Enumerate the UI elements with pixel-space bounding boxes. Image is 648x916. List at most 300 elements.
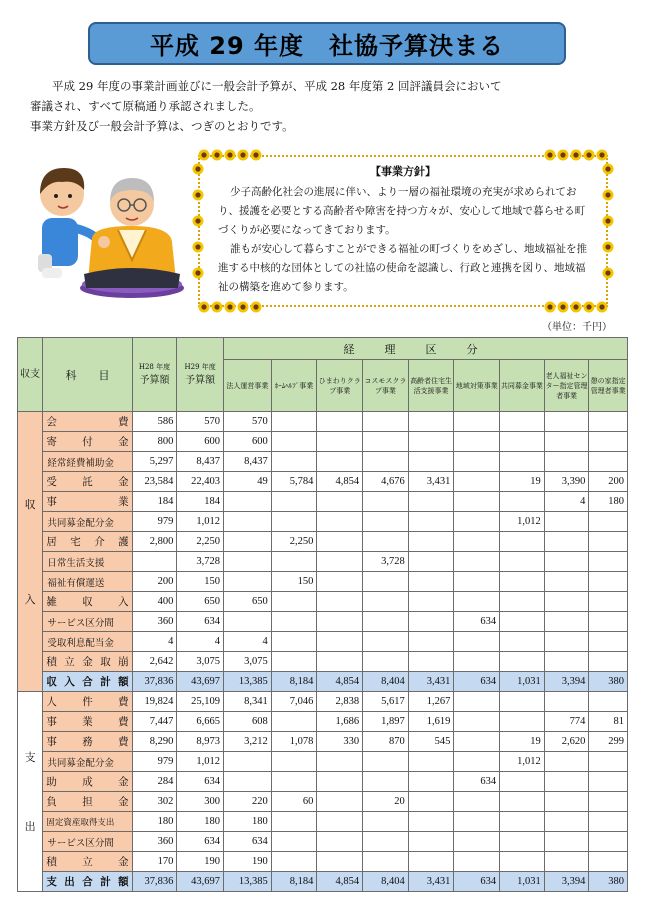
category-value: 3,394 xyxy=(544,872,589,892)
policy-box xyxy=(192,147,614,315)
category-value xyxy=(500,652,545,672)
column-header-5: 高齢者住宅生活支援事業 xyxy=(408,360,454,412)
category-value: 380 xyxy=(589,872,628,892)
category-value xyxy=(271,752,317,772)
category-value: 49 xyxy=(224,472,272,492)
sunflower-icon xyxy=(583,301,595,313)
h28-value: 979 xyxy=(132,512,177,532)
row-label: 共同募金配分金 xyxy=(43,512,132,532)
category-value xyxy=(589,552,628,572)
row-label: 経常経費補助金 xyxy=(43,452,132,472)
category-value xyxy=(589,652,628,672)
h28-value: 586 xyxy=(132,412,177,432)
category-value: 5,784 xyxy=(271,472,317,492)
h28-value: 37,836 xyxy=(132,672,177,692)
budget-table xyxy=(17,337,628,892)
h29-value: 300 xyxy=(177,792,224,812)
category-value xyxy=(363,752,409,772)
h29-value: 190 xyxy=(177,852,224,872)
category-value: 3,394 xyxy=(544,672,589,692)
category-value xyxy=(454,812,500,832)
category-value: 7,046 xyxy=(271,692,317,712)
table-row xyxy=(18,492,628,512)
category-value xyxy=(408,612,454,632)
h28-value: 7,447 xyxy=(132,712,177,732)
category-value: 3,390 xyxy=(544,472,589,492)
category-value: 3,431 xyxy=(408,672,454,692)
h29-value: 1,012 xyxy=(177,512,224,532)
category-value xyxy=(454,492,500,512)
column-header-2: ﾎｰﾑﾍﾙﾌﾟ事業 xyxy=(271,360,317,412)
h29-value: 8,973 xyxy=(177,732,224,752)
category-value: 634 xyxy=(454,872,500,892)
h29-value: 1,012 xyxy=(177,752,224,772)
category-value xyxy=(454,652,500,672)
category-value xyxy=(408,812,454,832)
category-value xyxy=(544,652,589,672)
category-value xyxy=(500,832,545,852)
category-value: 19 xyxy=(500,732,545,752)
sunflower-icon xyxy=(250,301,262,313)
category-value xyxy=(589,532,628,552)
category-value: 1,897 xyxy=(363,712,409,732)
h29-value: 180 xyxy=(177,812,224,832)
h28-value: 400 xyxy=(132,592,177,612)
category-value: 380 xyxy=(589,672,628,692)
row-label: サービス区分間 xyxy=(43,832,132,852)
category-value: 60 xyxy=(271,792,317,812)
h29-value: 634 xyxy=(177,832,224,852)
category-value xyxy=(317,512,363,532)
category-value: 8,184 xyxy=(271,872,317,892)
h28-value xyxy=(132,552,177,572)
category-value xyxy=(500,532,545,552)
category-value: 570 xyxy=(224,412,272,432)
category-value: 650 xyxy=(224,592,272,612)
category-value xyxy=(454,692,500,712)
category-value xyxy=(271,712,317,732)
unit-label: （単位：千円） xyxy=(542,322,612,333)
table-row xyxy=(18,632,628,652)
category-value: 608 xyxy=(224,712,272,732)
category-value xyxy=(500,712,545,732)
category-value: 3,212 xyxy=(224,732,272,752)
sunflower-icon xyxy=(602,267,614,279)
table-row xyxy=(18,652,628,672)
page-title: 平成 29 年度 社協予算決まる xyxy=(149,32,505,60)
sunflower-icon xyxy=(544,301,556,313)
income-total-row xyxy=(18,672,628,692)
category-value xyxy=(271,772,317,792)
column-header-3: ひまわりクラブ事業 xyxy=(317,360,363,412)
category-value: 2,620 xyxy=(544,732,589,752)
category-value xyxy=(271,612,317,632)
h28-value: 284 xyxy=(132,772,177,792)
category-value xyxy=(271,812,317,832)
category-value: 13,385 xyxy=(224,872,272,892)
category-value xyxy=(271,592,317,612)
category-value: 5,617 xyxy=(363,692,409,712)
category-value: 4,854 xyxy=(317,472,363,492)
category-value xyxy=(271,852,317,872)
category-value xyxy=(408,592,454,612)
category-value: 8,341 xyxy=(224,692,272,712)
policy-paragraph-1: 少子高齢化社会の進展に伴い、より一層の福祉環境の充実が求められており、援護を必要とする高齢者や障害を持つ方々が、安心して地域で暮らせる町づくりが必要になってきております。 xyxy=(218,186,586,236)
category-value xyxy=(317,552,363,572)
sunflower-icon xyxy=(602,163,614,175)
h28-value: 19,824 xyxy=(132,692,177,712)
category-value xyxy=(271,432,317,452)
category-value xyxy=(500,612,545,632)
row-label: 寄付金 xyxy=(43,432,132,452)
category-value xyxy=(271,452,317,472)
row-label: 会 費 xyxy=(43,412,132,432)
sunflower-icon xyxy=(224,301,236,313)
h28-value: 184 xyxy=(132,492,177,512)
column-header-6: 地域対策事業 xyxy=(454,360,500,412)
h28-value: 170 xyxy=(132,852,177,872)
row-label: 助成金 xyxy=(43,772,132,792)
category-value: 8,404 xyxy=(363,672,409,692)
category-value xyxy=(589,692,628,712)
h28-value: 302 xyxy=(132,792,177,812)
sunflower-icon xyxy=(192,241,204,253)
category-value: 1,619 xyxy=(408,712,454,732)
sunflower-icon xyxy=(596,149,608,161)
policy-body xyxy=(218,183,592,297)
category-value xyxy=(544,612,589,632)
category-value: 634 xyxy=(454,612,500,632)
sunflower-icon xyxy=(602,215,614,227)
category-value xyxy=(363,452,409,472)
category-value xyxy=(317,572,363,592)
category-value xyxy=(500,692,545,712)
category-value xyxy=(408,412,454,432)
table-row xyxy=(18,812,628,832)
intro-line-3: 事業方針及び一般会計予算は、つぎのとおりです。 xyxy=(30,119,294,133)
category-value xyxy=(544,552,589,572)
row-label: 居宅介護 xyxy=(43,532,132,552)
h28-value: 200 xyxy=(132,572,177,592)
category-value xyxy=(408,652,454,672)
category-value xyxy=(271,632,317,652)
h29-value: 184 xyxy=(177,492,224,512)
category-value xyxy=(363,632,409,652)
category-value xyxy=(271,492,317,512)
category-value xyxy=(317,532,363,552)
h29-value: 3,075 xyxy=(177,652,224,672)
table-row xyxy=(18,512,628,532)
row-label: 事業費 xyxy=(43,712,132,732)
category-value xyxy=(454,532,500,552)
row-label: 事 業 xyxy=(43,492,132,512)
category-value: 8,437 xyxy=(224,452,272,472)
h28-value: 360 xyxy=(132,832,177,852)
row-label: 日常生活支援 xyxy=(43,552,132,572)
category-value xyxy=(224,492,272,512)
category-value xyxy=(317,452,363,472)
category-value xyxy=(500,772,545,792)
category-value xyxy=(271,412,317,432)
category-value xyxy=(224,612,272,632)
category-value xyxy=(544,692,589,712)
column-header-7: 共同募金事業 xyxy=(500,360,545,412)
h29-value: 22,403 xyxy=(177,472,224,492)
sunflower-icon xyxy=(602,241,614,253)
column-header-1: 法人運営事業 xyxy=(224,360,272,412)
table-row xyxy=(18,412,628,432)
sunflower-icon xyxy=(596,301,608,313)
category-value xyxy=(544,532,589,552)
category-value xyxy=(589,852,628,872)
category-value: 81 xyxy=(589,712,628,732)
sunflower-icon xyxy=(198,301,210,313)
h28-value: 37,836 xyxy=(132,872,177,892)
h29-value: 600 xyxy=(177,432,224,452)
category-value xyxy=(408,432,454,452)
sunflower-icon xyxy=(211,301,223,313)
category-value: 200 xyxy=(589,472,628,492)
category-value xyxy=(454,512,500,532)
category-value: 545 xyxy=(408,732,454,752)
h29-value: 6,665 xyxy=(177,712,224,732)
category-value: 190 xyxy=(224,852,272,872)
category-value xyxy=(454,732,500,752)
h28-value: 23,584 xyxy=(132,472,177,492)
category-value xyxy=(271,832,317,852)
category-value xyxy=(271,652,317,672)
category-value xyxy=(544,412,589,432)
column-header-8: 老人福祉センター指定管理者事業 xyxy=(544,360,589,412)
category-value xyxy=(408,852,454,872)
category-value: 330 xyxy=(317,732,363,752)
category-value xyxy=(589,832,628,852)
category-value xyxy=(500,632,545,652)
sunflower-icon xyxy=(602,189,614,201)
h28-value: 8,290 xyxy=(132,732,177,752)
intro-text xyxy=(30,76,630,136)
category-value: 299 xyxy=(589,732,628,752)
h28-value: 4 xyxy=(132,632,177,652)
category-value: 19 xyxy=(500,472,545,492)
category-value xyxy=(454,452,500,472)
category-value xyxy=(544,512,589,532)
category-value xyxy=(363,412,409,432)
category-value: 3,431 xyxy=(408,872,454,892)
row-label: 事務費 xyxy=(43,732,132,752)
category-value: 3,431 xyxy=(408,472,454,492)
row-label: 福祉有償運送 xyxy=(43,572,132,592)
category-value: 1,031 xyxy=(500,672,545,692)
category-value xyxy=(363,832,409,852)
h29-value: 43,697 xyxy=(177,872,224,892)
category-value xyxy=(317,632,363,652)
category-value xyxy=(408,452,454,472)
row-label: 受取利息配当金 xyxy=(43,632,132,652)
table-row xyxy=(18,752,628,772)
category-value xyxy=(500,412,545,432)
category-value xyxy=(317,812,363,832)
category-value xyxy=(363,812,409,832)
category-value xyxy=(454,752,500,772)
category-value: 180 xyxy=(224,812,272,832)
table-row xyxy=(18,772,628,792)
category-value xyxy=(589,432,628,452)
category-value xyxy=(454,832,500,852)
category-value xyxy=(544,632,589,652)
category-value xyxy=(317,852,363,872)
expense-section-label: 支 出 xyxy=(18,692,43,892)
category-value xyxy=(500,492,545,512)
category-value xyxy=(500,792,545,812)
category-value xyxy=(408,572,454,592)
category-value xyxy=(408,532,454,552)
category-value: 8,184 xyxy=(271,672,317,692)
table-row xyxy=(18,792,628,812)
category-value xyxy=(408,792,454,812)
h29-value: 634 xyxy=(177,772,224,792)
category-value xyxy=(544,832,589,852)
title-banner xyxy=(88,22,566,65)
policy-heading: 【事業方針】 xyxy=(370,165,436,178)
header-h28: H28 年度 予算額 xyxy=(132,338,177,412)
category-value xyxy=(224,532,272,552)
row-label: 積立金 xyxy=(43,852,132,872)
category-value xyxy=(454,572,500,592)
table-row xyxy=(18,832,628,852)
header-kamoku: 科 目 xyxy=(43,338,132,412)
category-value xyxy=(317,652,363,672)
category-value xyxy=(224,572,272,592)
category-value xyxy=(544,452,589,472)
category-value xyxy=(589,792,628,812)
category-value xyxy=(500,572,545,592)
sunflower-icon xyxy=(250,149,262,161)
row-label: 雑収入 xyxy=(43,592,132,612)
category-value: 634 xyxy=(454,672,500,692)
category-value xyxy=(589,452,628,472)
h29-value: 2,250 xyxy=(177,532,224,552)
category-value xyxy=(271,512,317,532)
sunflower-icon xyxy=(557,301,569,313)
category-value: 220 xyxy=(224,792,272,812)
table-row xyxy=(18,852,628,872)
category-value: 4,854 xyxy=(317,672,363,692)
category-value: 3,728 xyxy=(363,552,409,572)
category-value xyxy=(500,812,545,832)
sunflower-icon xyxy=(570,149,582,161)
category-value xyxy=(544,792,589,812)
sunflower-icon xyxy=(198,149,210,161)
category-value: 8,404 xyxy=(363,872,409,892)
category-value: 4,854 xyxy=(317,872,363,892)
sunflower-icon xyxy=(557,149,569,161)
h28-value: 979 xyxy=(132,752,177,772)
category-value xyxy=(317,792,363,812)
category-value xyxy=(454,552,500,572)
table-row xyxy=(18,712,628,732)
category-value xyxy=(317,492,363,512)
category-value: 1,031 xyxy=(500,872,545,892)
category-value: 1,267 xyxy=(408,692,454,712)
h29-value: 25,109 xyxy=(177,692,224,712)
category-value: 1,686 xyxy=(317,712,363,732)
category-value xyxy=(454,632,500,652)
category-value xyxy=(363,572,409,592)
sunflower-icon xyxy=(192,215,204,227)
table-body xyxy=(18,412,628,892)
category-value xyxy=(224,512,272,532)
category-value xyxy=(589,752,628,772)
category-value xyxy=(363,592,409,612)
sunflower-icon xyxy=(211,149,223,161)
category-value xyxy=(454,712,500,732)
category-value: 4 xyxy=(544,492,589,512)
category-value xyxy=(363,772,409,792)
category-value: 150 xyxy=(271,572,317,592)
h29-value: 43,697 xyxy=(177,672,224,692)
h29-value: 8,437 xyxy=(177,452,224,472)
category-value xyxy=(363,492,409,512)
category-value xyxy=(500,432,545,452)
category-value xyxy=(544,852,589,872)
sunflower-icon xyxy=(583,149,595,161)
h28-value: 2,642 xyxy=(132,652,177,672)
category-value xyxy=(454,852,500,872)
category-value xyxy=(544,752,589,772)
table-row xyxy=(18,472,628,492)
category-value xyxy=(408,772,454,792)
table-row xyxy=(18,732,628,752)
category-value xyxy=(589,772,628,792)
category-value xyxy=(589,812,628,832)
category-value xyxy=(544,772,589,792)
category-value: 634 xyxy=(224,832,272,852)
h28-value: 5,297 xyxy=(132,452,177,472)
category-value xyxy=(589,512,628,532)
category-value xyxy=(408,552,454,572)
intro-line-2: 審議され、すべて原稿通り承認されました。 xyxy=(30,99,261,113)
category-value xyxy=(317,832,363,852)
sunflower-icon xyxy=(224,149,236,161)
policy-paragraph-2: 誰もが安心して暮らすことができる福祉の町づくりをめざし、地域福祉を推進する中核的な団体としての社協の使命を認識し、行政と連携を図り、地域福祉の構築を進めて参ります。 xyxy=(218,243,587,293)
category-value xyxy=(454,472,500,492)
category-value xyxy=(589,412,628,432)
category-value xyxy=(454,792,500,812)
h29-value: 650 xyxy=(177,592,224,612)
table-row xyxy=(18,432,628,452)
h29-value: 3,728 xyxy=(177,552,224,572)
sunflower-icon xyxy=(544,149,556,161)
category-value xyxy=(317,752,363,772)
category-value: 3,075 xyxy=(224,652,272,672)
category-value xyxy=(544,812,589,832)
row-label: 受託金 xyxy=(43,472,132,492)
category-value xyxy=(544,572,589,592)
category-value: 1,012 xyxy=(500,752,545,772)
category-value xyxy=(363,852,409,872)
category-value: 870 xyxy=(363,732,409,752)
category-value: 4 xyxy=(224,632,272,652)
category-value xyxy=(271,552,317,572)
row-label: 支出合計額 xyxy=(43,872,132,892)
row-label: 共同募金配分金 xyxy=(43,752,132,772)
category-value xyxy=(589,632,628,652)
category-value xyxy=(363,432,409,452)
category-value xyxy=(408,752,454,772)
row-label: 収入合計額 xyxy=(43,672,132,692)
sunflower-icon xyxy=(192,267,204,279)
